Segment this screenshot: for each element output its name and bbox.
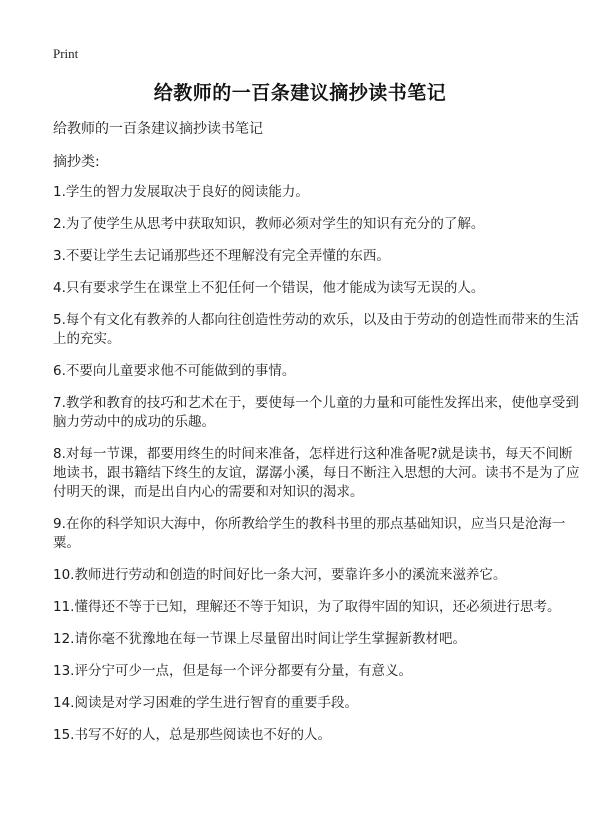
excerpt-item: 11.懂得还不等于已知，理解还不等于知识，为了取得牢固的知识，还必须进行思考。 — [53, 599, 561, 615]
excerpt-item: 7.教学和教育的技巧和艺术在于，要使每一个儿童的力量和可能性发挥出来，使他享受到脑力劳动中的成功的乐趣。 — [53, 395, 579, 430]
section-label: 摘抄类: — [53, 154, 100, 170]
excerpt-item: 2.为了使学生从思考中获取知识，教师必须对学生的知识有充分的了解。 — [53, 216, 485, 232]
excerpt-list — [53, 183, 583, 758]
excerpt-item: 3.不要让学生去记诵那些还不理解没有完全弄懂的东西。 — [53, 248, 390, 264]
excerpt-item: 5.每个有文化有教养的人都向往创造性劳动的欢乐，以及由于劳动的创造性而带来的生活上的充实。 — [53, 312, 579, 347]
excerpt-item: 1.学生的智力发展取决于良好的阅读能力。 — [53, 184, 309, 200]
document-subtitle: 给教师的一百条建议摘抄读书笔记 — [53, 121, 263, 137]
document-title: 给教师的一百条建议摘抄读书笔记 — [153, 82, 447, 104]
excerpt-item: 13.评分宁可少一点，但是每一个评分都要有分量，有意义。 — [53, 663, 412, 679]
excerpt-item: 8.对每一节课，都要用终生的时间来准备，怎样进行这种准备呢?就是读书，每天不间断地读书，跟书籍结下终生的友谊，潺潺小溪，每日不断注入思想的大河。读书不是为了应付明天的课，而是出自内心的需要和对知识的渴求。 — [53, 446, 580, 500]
excerpt-item: 12.请你毫不犹豫地在每一节课上尽量留出时间让学生掌握新教材吧。 — [53, 631, 466, 647]
excerpt-item: 9.在你的科学知识大海中，你所教给学生的教科书里的那点基础知识，应当只是沧海一粟。 — [53, 516, 566, 551]
excerpt-item: 10.教师进行劳动和创造的时间好比一条大河，要靠许多小的溪流来滋养它。 — [53, 567, 507, 583]
print-link[interactable]: Print — [53, 46, 79, 61]
excerpt-item: 6.不要向儿童要求他不可能做到的事情。 — [53, 363, 296, 379]
excerpt-item: 14.阅读是对学习困难的学生进行智育的重要手段。 — [53, 695, 358, 711]
excerpt-item: 4.只有要求学生在课堂上不犯任何一个错误，他才能成为读写无误的人。 — [53, 280, 485, 296]
excerpt-item: 15.书写不好的人，总是那些阅读也不好的人。 — [53, 727, 331, 743]
